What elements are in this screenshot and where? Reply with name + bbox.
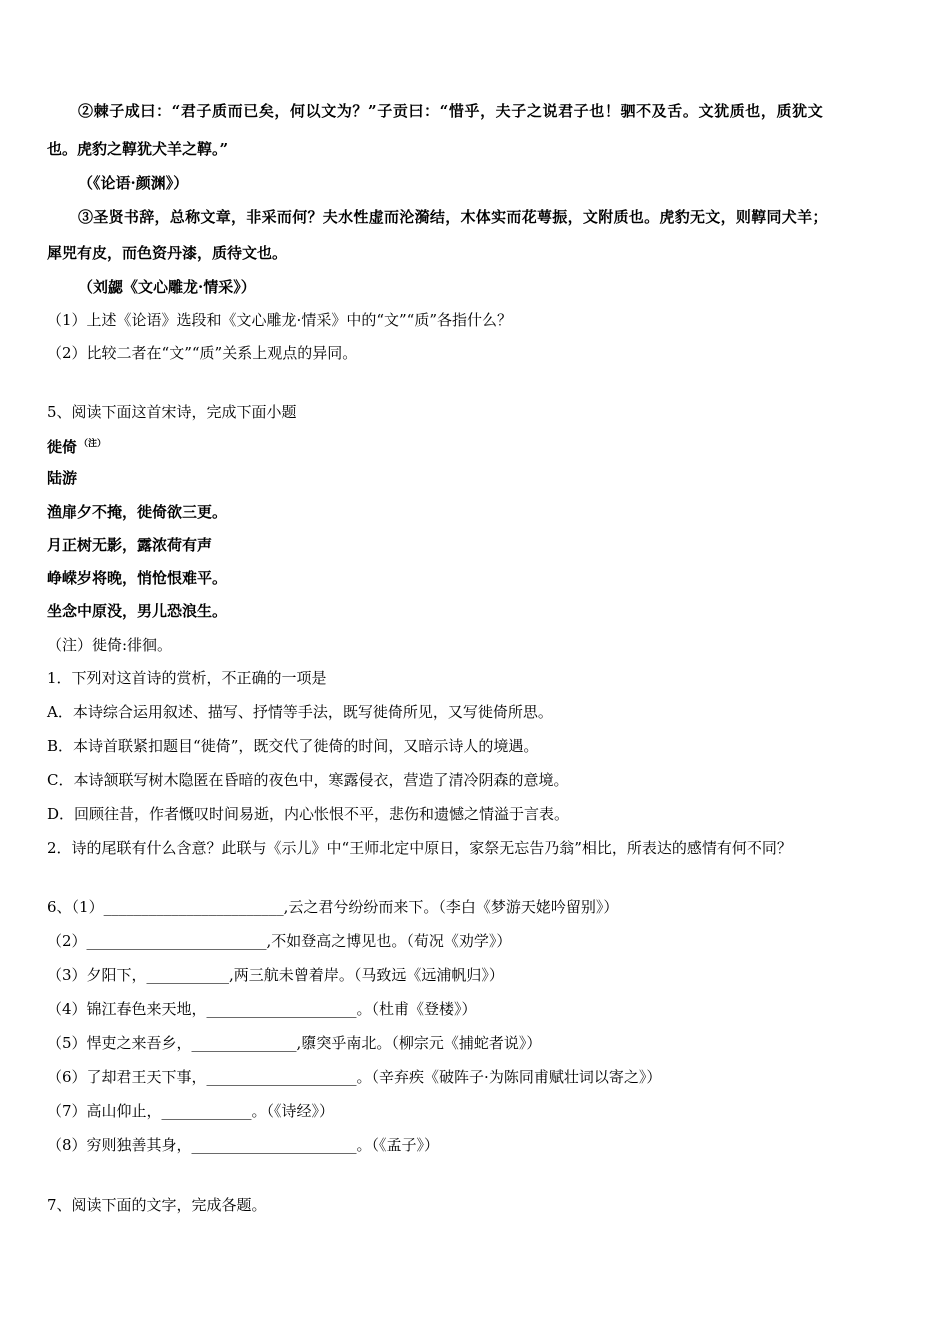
option-a: A．本诗综合运用叙述、描写、抒情等手法，既写徙倚所见，又写徙倚所思。 <box>47 703 553 721</box>
poem-line: 坐念中原没，男儿恐浪生。 <box>47 602 228 620</box>
poem-author: 陆游 <box>47 469 78 487</box>
excerpt-3-line-1: ③圣贤书辞，总称文章，非采而何？夫水性虚而沦漪结，木体实而花萼振，文附质也。虎豹无文，则鞟同犬羊； <box>78 208 828 226</box>
option-d: D．回顾往昔，作者慨叹时间易逝，内心怅恨不平，悲伤和遗憾之情溢于言表。 <box>47 805 570 823</box>
option-c: C．本诗颔联写树木隐匿在昏暗的夜色中，寒露侵衣，营造了清冷阴森的意境。 <box>47 771 569 789</box>
fill-blank-item: （4）锦江春色来天地，____________________。（杜甫《登楼》） <box>47 1000 477 1018</box>
excerpt-3-source: （刘勰《文心雕龙·情采》） <box>78 278 256 296</box>
poem-line: 月正树无影，露浓荷有声 <box>47 536 213 554</box>
fill-blank-item: （6）了却君王天下事，____________________。（辛弃疾《破阵子·为陈同甫赋壮词以寄之》） <box>47 1068 662 1086</box>
excerpt-question-1: （1）上述《论语》选段和《文心雕龙·情采》中的“文”“质”各指什么？ <box>47 311 512 329</box>
section-5-question-2: 2．诗的尾联有什么含意？此联与《示儿》中“王师北定中原日，家祭无忘告乃翁”相比，所表达的感情有何不同？ <box>47 839 792 857</box>
option-b: B．本诗首联紧扣题目“徙倚”，既交代了徙倚的时间，又暗示诗人的境遇。 <box>47 737 539 755</box>
excerpt-2-line-2: 也。虎豹之鞟犹犬羊之鞟。” <box>47 140 229 158</box>
section-5-question-1: 1．下列对这首诗的赏析，不正确的一项是 <box>47 669 327 687</box>
fill-blank-item: （8）穷则独善其身，______________________。（《孟子》） <box>47 1136 440 1154</box>
fill-blank-item: 6、（1）________________________,云之君兮纷纷而来下。（李白《梦游天姥吟留别》） <box>47 898 619 916</box>
poem-note: （注）徙倚:徘徊。 <box>47 636 173 654</box>
fill-blank-item: （7）高山仰止，____________。（《诗经》） <box>47 1102 335 1120</box>
excerpt-2-source: （《论语·颜渊》） <box>78 174 189 192</box>
poem-line: 渔扉夕不掩，徙倚欲三更。 <box>47 503 228 521</box>
excerpt-3-line-2: 犀兕有皮，而色资丹漆，质待文也。 <box>47 244 288 262</box>
excerpt-2-line-1: ②棘子成曰：“君子质而已矣，何以文为？”子贡曰：“惜乎，夫子之说君子也！驷不及舌。文犹质也，质犹文 <box>78 102 824 120</box>
section-5-heading: 5、阅读下面这首宋诗，完成下面小题 <box>47 403 297 421</box>
fill-blank-item: （2）________________________,不如登高之博见也。（荀况《劝学》） <box>47 932 512 950</box>
poem-title <box>47 434 106 457</box>
section-7-heading: 7、阅读下面的文字，完成各题。 <box>47 1196 267 1214</box>
fill-blank-item: （5）悍吏之来吾乡，______________,隳突乎南北。（柳宗元《捕蛇者说》） <box>47 1034 542 1052</box>
excerpt-question-2: （2）比较二者在“文”“质”关系上观点的异同。 <box>47 344 358 362</box>
fill-blank-item: （3）夕阳下，___________,两三航未曾着岸。（马致远《远浦帆归》） <box>47 966 504 984</box>
poem-title-note-marker: （注） <box>79 439 107 449</box>
poem-line: 峥嵘岁将晚，悄怆恨难平。 <box>47 569 228 587</box>
poem-title-text: 徙倚 <box>47 438 78 456</box>
